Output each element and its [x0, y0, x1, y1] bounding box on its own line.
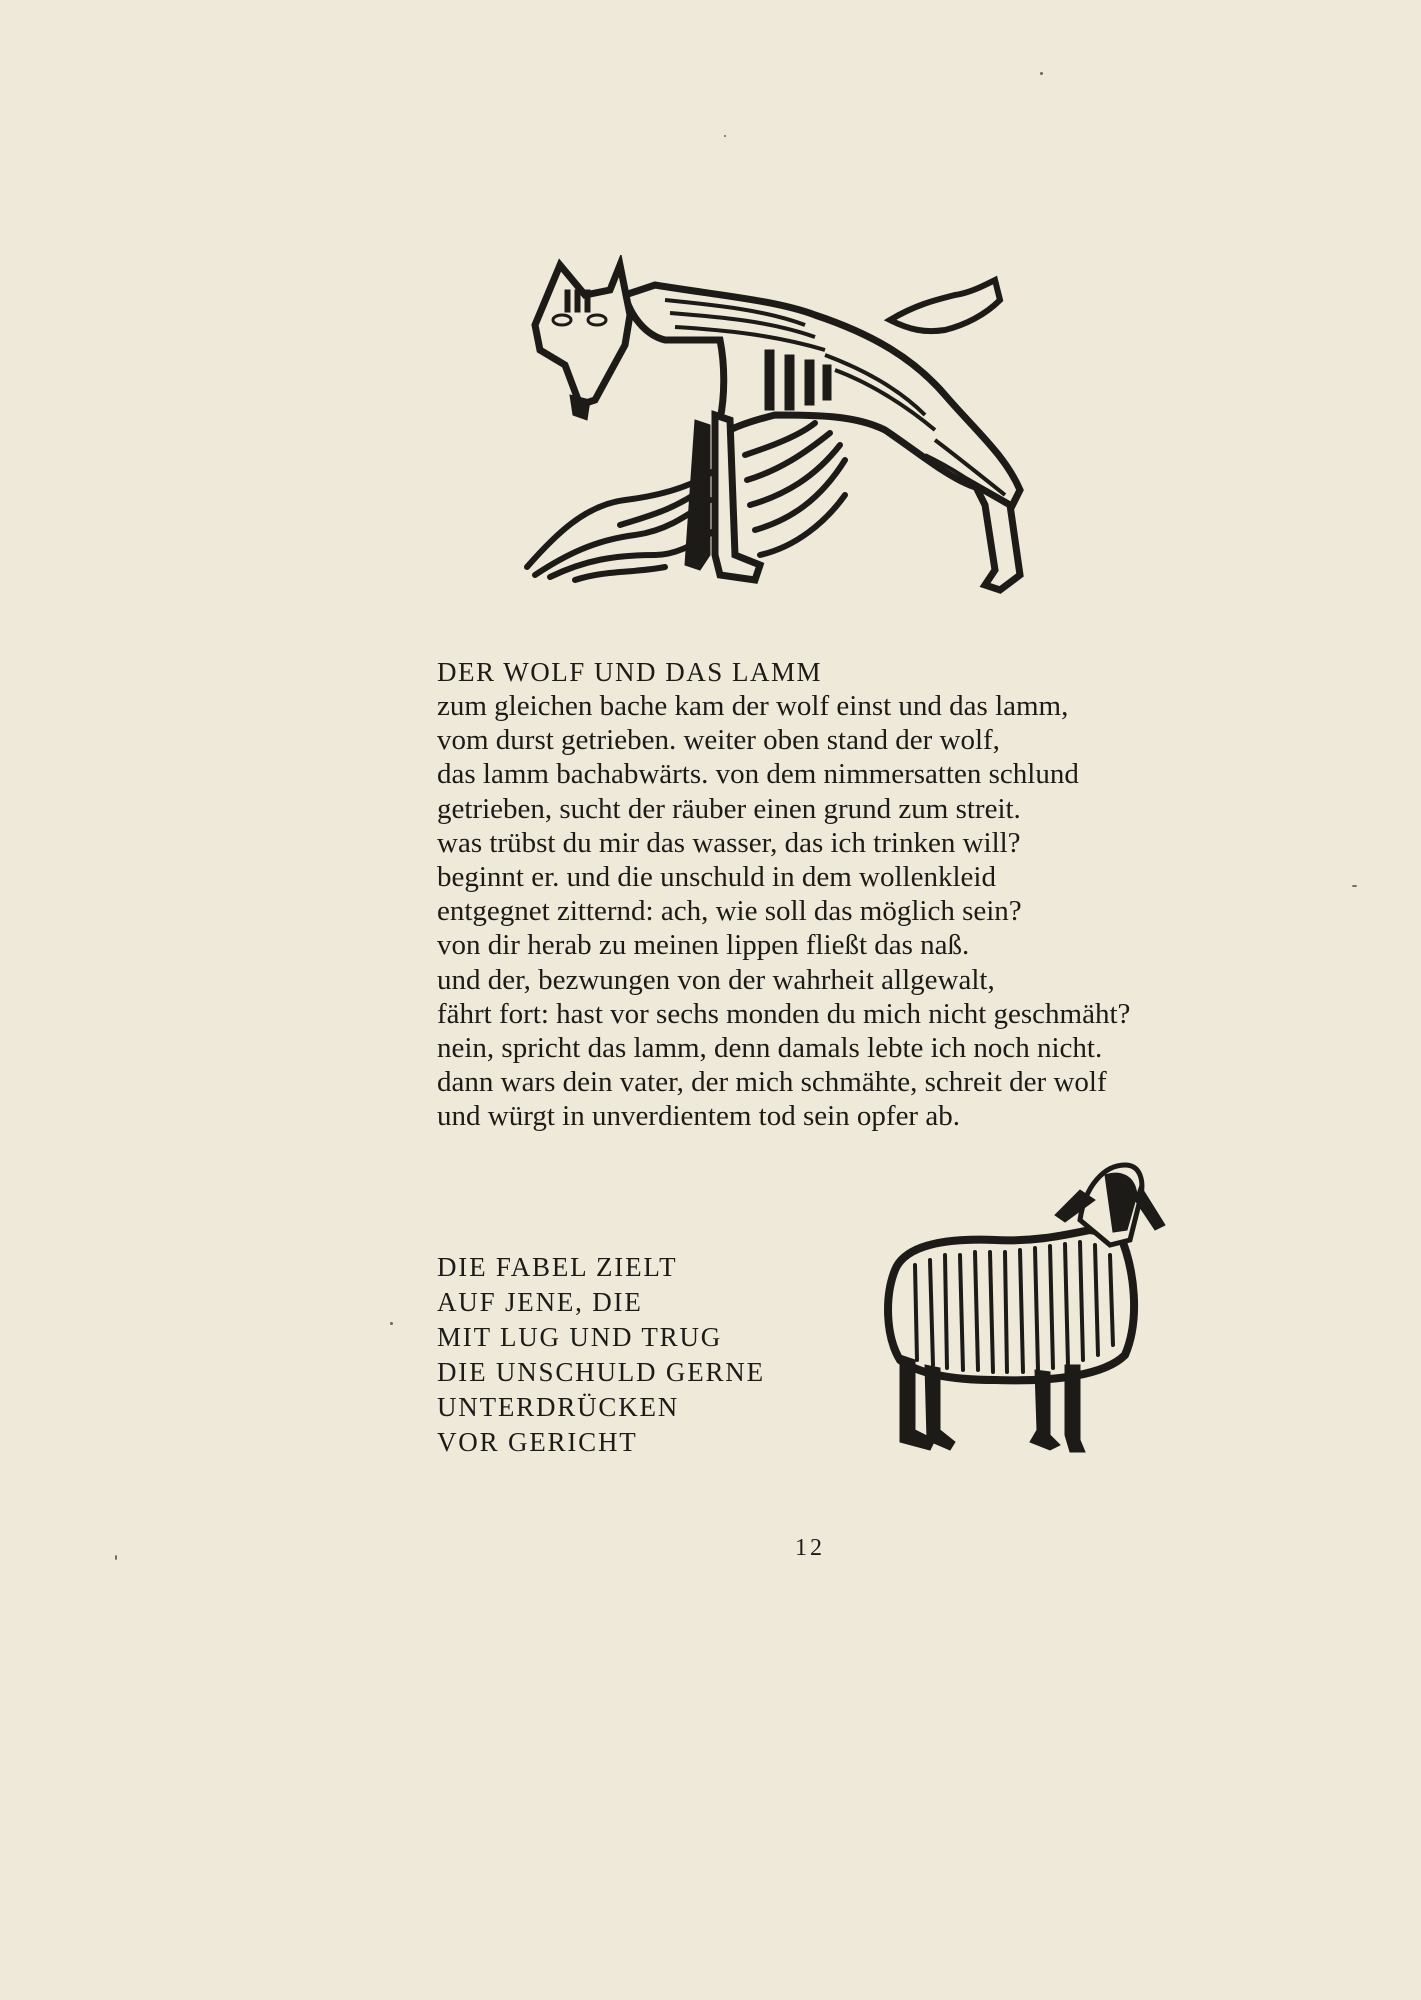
- poem-line: und der, bezwungen von der wahrheit allgewalt,: [437, 963, 995, 996]
- poem-line: fährt fort: hast vor sechs monden du mich nicht geschmäht?: [437, 997, 1131, 1030]
- paper-speck: [1040, 72, 1043, 75]
- page-number: 12: [795, 1535, 825, 1561]
- moral-line: VOR GERICHT: [437, 1427, 638, 1457]
- poem-line: das lamm bachabwärts. von dem nimmersatten schlund: [437, 758, 1079, 791]
- poem-line: zum gleichen bache kam der wolf einst und das lamm,: [437, 690, 1069, 722]
- poem-line: dann wars dein vater, der mich schmähte, schreit der wolf: [437, 1066, 1107, 1099]
- paper-speck: [1352, 885, 1357, 887]
- poem-line: beginnt er. und die unschuld in dem wollenkleid: [437, 861, 996, 894]
- wolf-woodcut: [515, 255, 1065, 595]
- poem-line: von dir herab zu meinen lippen fließt das naß.: [437, 929, 970, 962]
- poem-line: vom durst getrieben. weiter oben stand der wolf,: [437, 724, 1000, 757]
- moral-line: AUF JENE, DIE: [437, 1287, 643, 1317]
- poem-lines: [437, 689, 1217, 1134]
- fable-moral: [437, 1250, 765, 1460]
- poem-line: und würgt in unverdientem tod sein opfer ab.: [437, 1100, 960, 1133]
- poem-line: getrieben, sucht der räuber einen grund zum streit.: [437, 792, 1021, 825]
- moral-line: UNTERDRÜCKEN: [437, 1392, 680, 1422]
- poem: [437, 655, 1217, 1134]
- lamb-woodcut: [855, 1160, 1170, 1460]
- moral-line: DIE UNSCHULD GERNE: [437, 1357, 765, 1387]
- moral-line: MIT LUG UND TRUG: [437, 1322, 723, 1352]
- paper-speck: [115, 1555, 117, 1560]
- poem-title: DER WOLF UND DAS LAMM: [437, 657, 823, 687]
- poem-line: was trübst du mir das wasser, das ich trinken will?: [437, 826, 1021, 859]
- paper-speck: [390, 1322, 393, 1325]
- moral-line: DIE FABEL ZIELT: [437, 1252, 678, 1282]
- poem-line: entgegnet zitternd: ach, wie soll das möglich sein?: [437, 895, 1022, 928]
- poem-line: nein, spricht das lamm, denn damals lebte ich noch nicht.: [437, 1032, 1103, 1065]
- paper-speck: [724, 135, 726, 137]
